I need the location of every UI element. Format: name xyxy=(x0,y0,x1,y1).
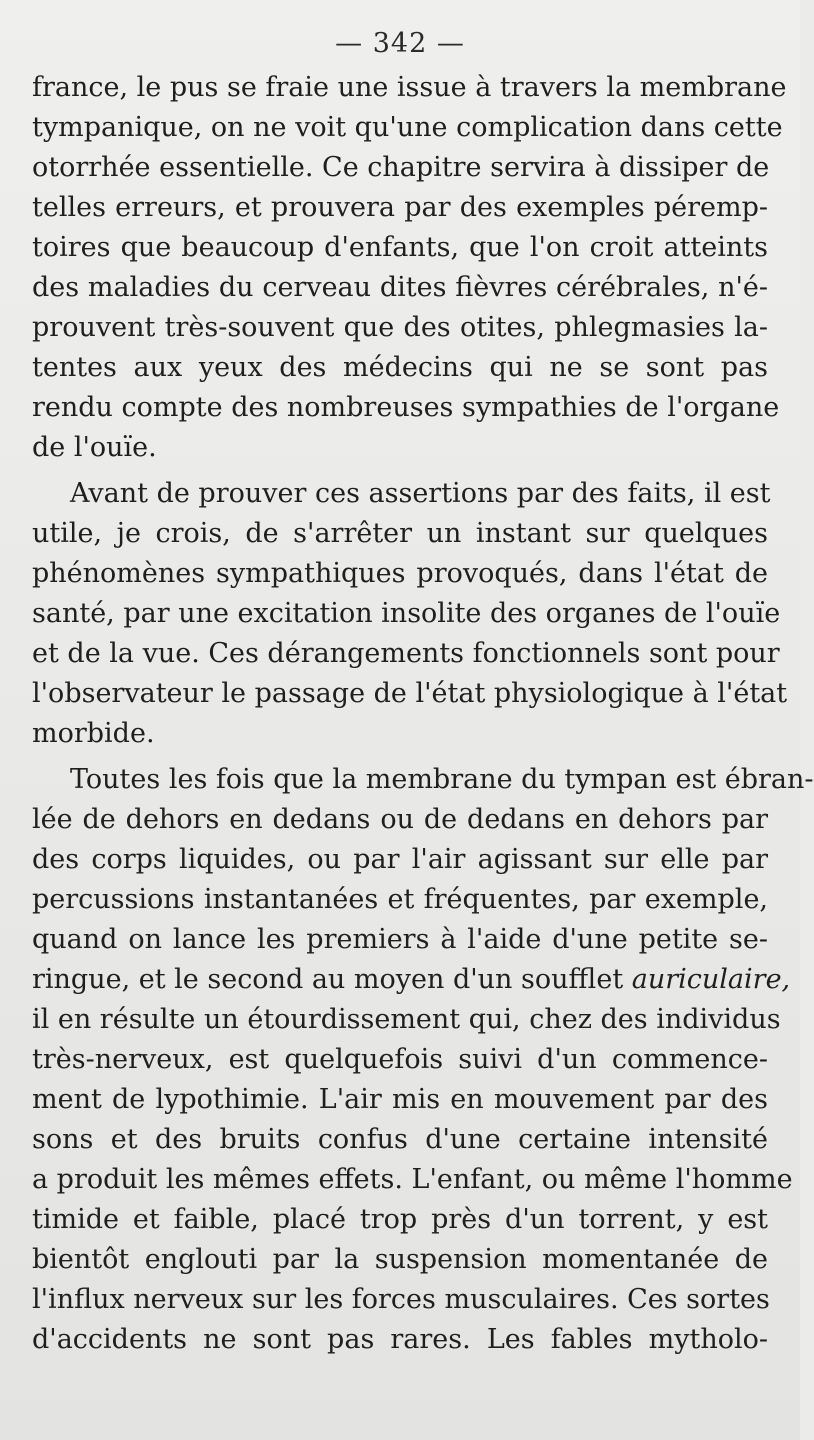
text-line: santé, par une excitation insolite des organes de l'ouïe xyxy=(32,598,781,629)
text-line: a produit les mêmes effets. L'enfant, ou même l'homme xyxy=(32,1164,793,1195)
text-line: des maladies du cerveau dites fièvres cérébrales, n'é- xyxy=(32,272,768,303)
italic-word: auriculaire, xyxy=(631,964,791,995)
text-line: utile, je crois, de s'arrêter un instant sur quelques xyxy=(32,518,768,549)
text-line: tentes aux yeux des médecins qui ne se sont pas xyxy=(32,352,768,383)
paragraph-3 xyxy=(32,760,814,1360)
text-line: des corps liquides, ou par l'air agissant sur elle par xyxy=(32,844,768,875)
text-line: lée de dehors en dedans ou de dedans en dehors par xyxy=(32,804,768,835)
text-line: l'observateur le passage de l'état physiologique à l'état xyxy=(32,678,788,709)
paragraph-2 xyxy=(32,474,788,754)
text-line: de l'ouïe. xyxy=(32,432,157,463)
text-line: Avant de prouver ces assertions par des faits, il est xyxy=(70,478,771,509)
text-line: phénomènes sympathiques provoqués, dans l'état de xyxy=(32,558,768,589)
text-line: morbide. xyxy=(32,718,155,749)
text-line: l'influx nerveux sur les forces musculaires. Ces sortes xyxy=(32,1284,770,1315)
text-line: il en résulte un étourdissement qui, chez des individus xyxy=(32,1004,781,1035)
text-line: timide et faible, placé trop près d'un torrent, y est xyxy=(32,1204,768,1235)
text-line: Toutes les fois que la membrane du tympan est ébran- xyxy=(70,764,814,795)
text-line: très-nerveux, est quelquefois suivi d'un commence- xyxy=(32,1044,768,1075)
text-line: rendu compte des nombreuses sympathies de l'organe xyxy=(32,392,780,423)
text-line: france, le pus se fraie une issue à travers la membrane xyxy=(32,72,787,103)
text-line-with-italic xyxy=(32,960,791,1000)
text-line: ment de lypothimie. L'air mis en mouvement par des xyxy=(32,1084,768,1115)
paragraph-1 xyxy=(32,68,787,468)
text-line: toires que beaucoup d'enfants, que l'on croit atteints xyxy=(32,232,768,263)
text-line: et de la vue. Ces dérangements fonctionnels sont pour xyxy=(32,638,780,669)
text-line: telles erreurs, et prouvera par des exemples péremp- xyxy=(32,192,768,223)
text-segment: ringue, et le second au moyen d'un soufflet xyxy=(32,964,632,995)
page-number: — 342 — xyxy=(335,28,465,59)
text-line: prouvent très-souvent que des otites, phlegmasies la- xyxy=(32,312,768,343)
text-line: percussions instantanées et fréquentes, par exemple, xyxy=(32,884,768,915)
text-line: d'accidents ne sont pas rares. Les fables mytholo- xyxy=(32,1324,768,1355)
text-line: tympanique, on ne voit qu'une complication dans cette xyxy=(32,112,783,143)
text-line: quand on lance les premiers à l'aide d'une petite se- xyxy=(32,924,768,955)
text-line: sons et des bruits confus d'une certaine intensité xyxy=(32,1124,768,1155)
text-line: bientôt englouti par la suspension momentanée de xyxy=(32,1244,768,1275)
text-line: otorrhée essentielle. Ce chapitre servira à dissiper de xyxy=(32,152,770,183)
